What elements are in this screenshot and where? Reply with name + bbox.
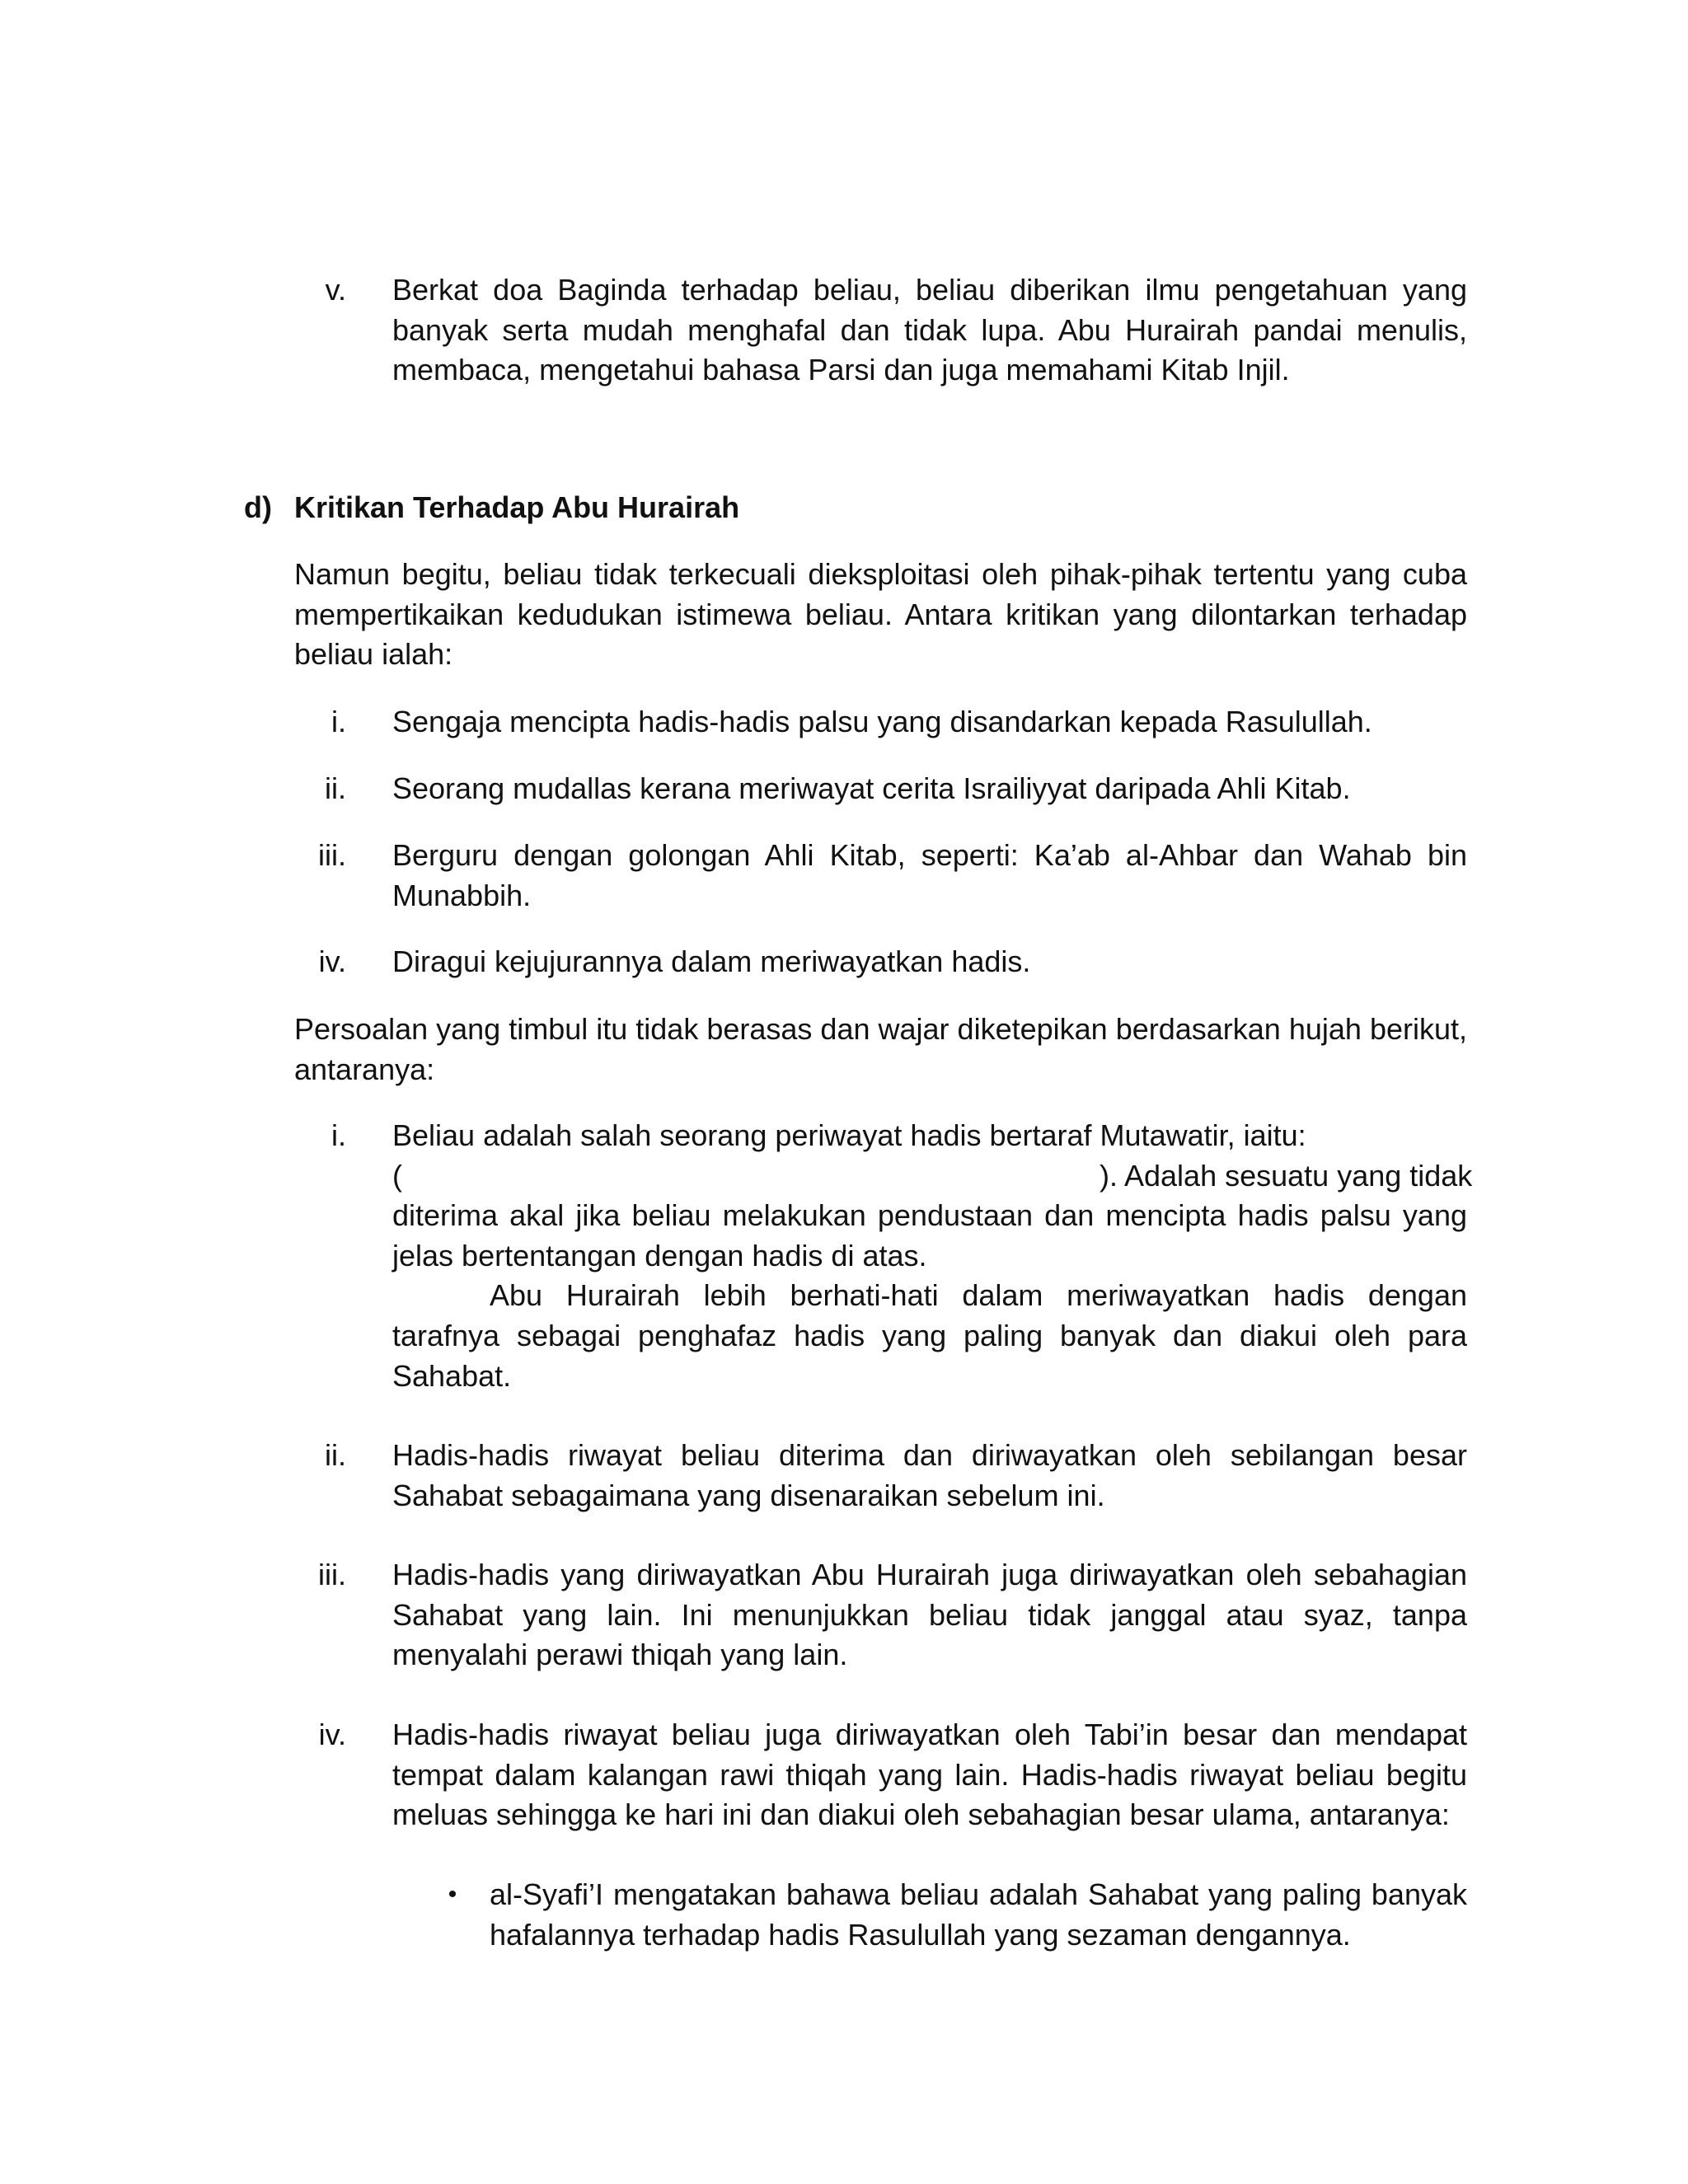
list-item-text: Berguru dengan golongan Ahli Kitab, seperti: Ka’ab al-Ahbar dan Wahab bin Munabbih. bbox=[392, 838, 1467, 912]
paragraph: Namun begitu, beliau tidak terkecuali dieksploitasi oleh pihak-pihak tertentu yang cuba mempertikaikan kedudukan istimewa beliau. Antara kritikan yang dilontarkan terhadap beliau ialah: bbox=[294, 557, 1467, 671]
list-item-text: Hadis-hadis riwayat beliau juga diriwayatkan oleh Tabi’in besar dan mendapat tempat dalam kalangan rawi thiqah yang lain. Hadis-hadis riwayat beliau begitu meluas sehingga ke hari ini dan diakui oleh sebahagian besar ulama, antaranya: bbox=[392, 1718, 1467, 1831]
list-item-text: Sengaja mencipta hadis-hadis palsu yang disandarkan kepada Rasulullah. bbox=[392, 705, 1372, 738]
parenthesis-close-text: ). Adalah sesuatu yang tidak bbox=[1100, 1159, 1473, 1193]
paragraph: Persoalan yang timbul itu tidak berasas dan wajar diketepikan berdasarkan hujah berikut, antaranya: bbox=[294, 1012, 1467, 1086]
list-item-text: diterima akal jika beliau melakukan pendustaan dan mencipta hadis palsu yang jelas bertentangan dengan hadis di atas. bbox=[392, 1198, 1467, 1272]
list-item-text: Berkat doa Baginda terhadap beliau, beliau diberikan ilmu pengetahuan yang banyak serta mudah menghafal dan tidak lupa. Abu Hurairah pandai menulis, membaca, mengetahui bahasa Parsi dan juga memahami Kitab Injil. bbox=[392, 273, 1467, 387]
list-number: ii. bbox=[325, 771, 346, 805]
list-item-text: Hadis-hadis yang diriwayatkan Abu Hurairah juga diriwayatkan oleh sebahagian Sahabat yang lain. Ini menunjukkan beliau tidak janggal atau syaz, tanpa menyalahi perawi thiqah yang lain. bbox=[392, 1558, 1467, 1671]
list-number: iii. bbox=[318, 838, 346, 872]
section-title: Kritikan Terhadap Abu Hurairah bbox=[294, 490, 740, 524]
list-item-text: Diragui kejujurannya dalam meriwayatkan hadis. bbox=[392, 944, 1031, 978]
bullet-icon: • bbox=[448, 1881, 457, 1908]
bullet-item-text: al-Syafi’I mengatakan bahawa beliau adalah Sahabat yang paling banyak hafalannya terhadap hadis Rasulullah yang sezaman dengannya. bbox=[490, 1877, 1467, 1952]
list-number: i. bbox=[331, 705, 346, 738]
list-number: iv. bbox=[318, 944, 346, 978]
section-heading bbox=[244, 488, 739, 528]
section-letter: d) bbox=[244, 490, 272, 524]
list-item-text: Beliau adalah salah seorang periwayat hadis bertaraf Mutawatir, iaitu: bbox=[392, 1118, 1306, 1152]
list-item-text: tarafnya sebagai penghafaz hadis yang paling banyak dan diakui oleh para Sahabat. bbox=[392, 1319, 1467, 1393]
list-number: i. bbox=[331, 1118, 346, 1152]
list-number: iii. bbox=[318, 1558, 346, 1591]
list-number: iv. bbox=[318, 1718, 346, 1751]
parenthesis-open: ( bbox=[392, 1159, 402, 1193]
indented-line: Abu Hurairah lebih berhati-hati dalam meriwayatkan hadis dengan bbox=[490, 1278, 1467, 1312]
list-item-text: Hadis-hadis riwayat beliau diterima dan diriwayatkan oleh sebilangan besar Sahabat sebagaimana yang disenaraikan sebelum ini. bbox=[392, 1438, 1467, 1512]
list-item-text: Seorang mudallas kerana meriwayat cerita Israiliyyat daripada Ahli Kitab. bbox=[392, 771, 1351, 805]
list-number: ii. bbox=[325, 1438, 346, 1472]
list-number: v. bbox=[325, 273, 346, 307]
